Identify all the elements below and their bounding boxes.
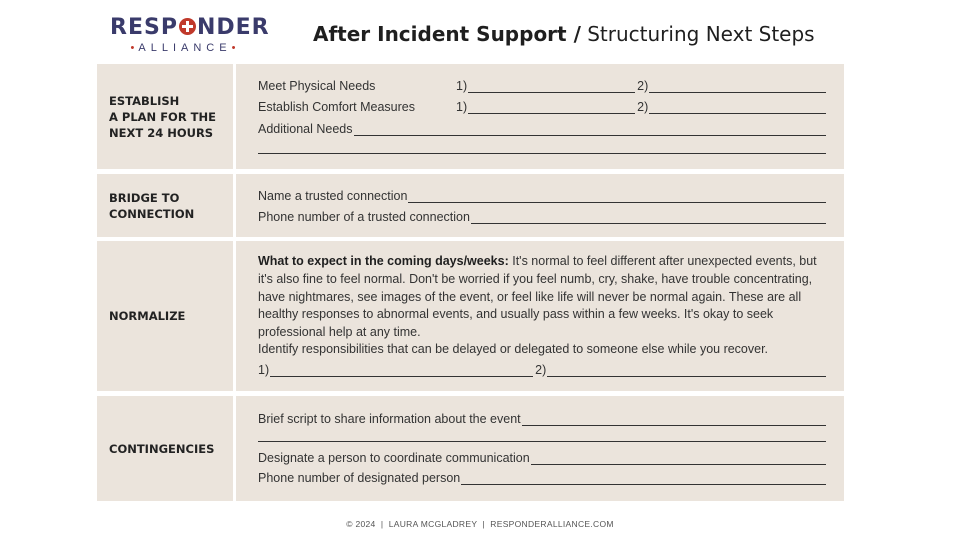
comfort-measure-2-field[interactable]	[649, 102, 826, 114]
responsibility-1-field[interactable]	[270, 365, 533, 377]
responsibilities-row: 1) 2)	[258, 361, 826, 377]
brief-script-field[interactable]	[522, 414, 826, 426]
identify-responsibilities-text: Identify responsibilities that can be delayed or delegated to someone else while you recover.	[258, 342, 769, 356]
section-plan-label: ESTABLISH A PLAN FOR THE NEXT 24 HOURS	[109, 93, 217, 140]
trusted-phone-field[interactable]	[471, 212, 826, 224]
brief-script-extra-line[interactable]	[258, 441, 826, 442]
designate-person-row: Designate a person to coordinate communication	[258, 449, 826, 465]
responsibility-2-field[interactable]	[547, 365, 826, 377]
section-normalize-content	[236, 241, 844, 391]
logo	[110, 15, 270, 54]
section-normalize-label-cell	[97, 241, 233, 391]
worksheet	[97, 64, 844, 501]
page-title: After Incident Support / Structuring Next Steps	[313, 22, 815, 46]
designated-phone-row: Phone number of designated person	[258, 469, 826, 485]
meet-physical-need-2-field[interactable]	[649, 81, 826, 93]
logo-wordmark: RESP NDER	[110, 15, 270, 40]
meet-physical-need-1-field[interactable]	[468, 81, 635, 93]
section-contingencies	[97, 396, 844, 501]
cross-icon	[179, 18, 196, 35]
section-bridge-label-cell	[97, 174, 233, 237]
section-plan-label-cell	[97, 64, 233, 169]
section-normalize-label: NORMALIZE	[109, 309, 186, 323]
trusted-phone-row: Phone number of a trusted connection	[258, 208, 826, 224]
footer: © 2024 | LAURA MCGLADREY | RESPONDERALLIANCE.COM	[346, 519, 614, 529]
logo-subtitle: •ALLIANCE•	[130, 42, 240, 54]
trusted-connection-row: Name a trusted connection	[258, 187, 826, 203]
additional-needs-row: Additional Needs	[258, 120, 826, 136]
brief-script-row: Brief script to share information about the event	[258, 410, 826, 426]
trusted-connection-field[interactable]	[408, 191, 826, 203]
additional-needs-extra-line[interactable]	[258, 153, 826, 154]
section-contingencies-label-cell	[97, 396, 233, 501]
comfort-measure-1-field[interactable]	[468, 102, 635, 114]
comfort-measures-row: Establish Comfort Measures 1) 2)	[258, 98, 826, 114]
section-contingencies-content	[236, 396, 844, 501]
section-bridge-label: BRIDGE TO CONNECTION	[109, 190, 195, 221]
meet-physical-needs-row: Meet Physical Needs 1) 2)	[258, 77, 826, 93]
additional-needs-field[interactable]	[354, 124, 826, 136]
designate-person-field[interactable]	[531, 453, 826, 465]
section-contingencies-label: CONTINGENCIES	[109, 441, 215, 456]
section-plan	[97, 64, 844, 169]
normalize-paragraph: What to expect in the coming days/weeks: It's normal to feel different after unexpected events, but it's also fine to feel normal. Don't be worried if you feel numb, cry, shake, have trouble concentrating, have nightmares, see images of the event, or feel like life will never be normal again. These are all healthy responses to abnormal events, and usually pass within a few weeks. It's okay to seek professional help at any time.	[258, 254, 817, 340]
section-bridge-content	[236, 174, 844, 237]
section-bridge	[97, 174, 844, 237]
designated-phone-field[interactable]	[461, 473, 826, 485]
section-plan-content	[236, 64, 844, 169]
section-normalize	[97, 241, 844, 391]
